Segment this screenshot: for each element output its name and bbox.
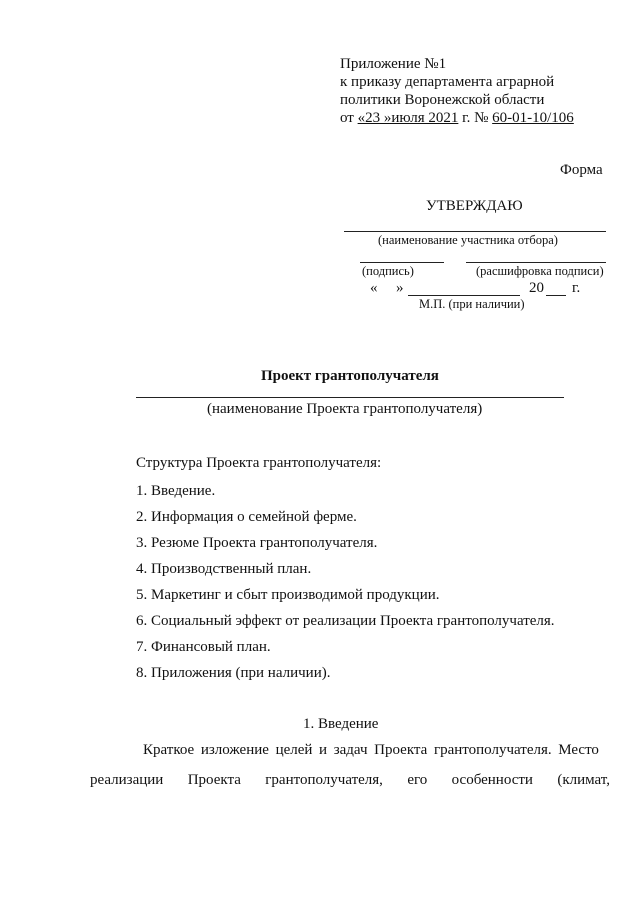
intro-word: Краткое (143, 742, 195, 758)
intro-word: Место (558, 742, 599, 758)
participant-name-line (344, 231, 606, 232)
appendix-from-label: от (340, 110, 358, 126)
structure-item: 8. Приложения (при наличии). (136, 665, 331, 681)
structure-item: 2. Информация о семейной ферме. (136, 509, 357, 525)
intro-word: и (319, 742, 328, 758)
date-year-suffix: г. (572, 280, 581, 296)
date-year-line (546, 295, 566, 296)
signature-line (360, 262, 444, 263)
approval-title: УТВЕРЖДАЮ (426, 198, 523, 214)
project-title: Проект грантополучателя (261, 368, 439, 384)
appendix-line-2: к приказу департамента аграрной (340, 74, 555, 90)
signature-caption: (подпись) (362, 264, 414, 278)
intro-word: задач (333, 742, 368, 758)
structure-item: 4. Производственный план. (136, 561, 312, 577)
structure-item: 5. Маркетинг и сбыт производимой продукции. (136, 587, 440, 603)
intro-word: грантополучателя, (265, 772, 383, 788)
structure-item: 1. Введение. (136, 483, 216, 499)
form-label: Форма (560, 162, 603, 178)
intro-word: Проекта (374, 742, 428, 758)
stamp-caption: М.П. (при наличии) (419, 297, 525, 311)
project-name-line (136, 397, 564, 398)
intro-word: Проекта (187, 772, 241, 788)
structure-item: 6. Социальный эффект от реализации Проекта грантополучателя. (136, 613, 555, 629)
intro-word: изложение (200, 742, 269, 758)
date-quote-open: « (370, 280, 378, 296)
intro-heading: 1. Введение (303, 716, 379, 732)
date-quote-close: » (396, 280, 404, 296)
appendix-order-date: «23 »июля 2021 (357, 110, 459, 126)
project-name-caption: (наименование Проекта грантополучателя) (207, 401, 483, 417)
appendix-line-1: Приложение №1 (340, 56, 447, 72)
signature-decode-line (466, 262, 606, 263)
intro-paragraph-line-1 (143, 741, 599, 760)
intro-paragraph-line-2 (90, 771, 610, 790)
appendix-number-label: г. № (458, 110, 493, 126)
structure-item: 7. Финансовый план. (136, 639, 271, 655)
appendix-line-4 (340, 109, 574, 128)
structure-heading: Структура Проекта грантополучателя: (136, 455, 382, 471)
intro-word: особенности (451, 772, 533, 788)
intro-word: реализации (90, 772, 164, 788)
intro-word: его (407, 772, 428, 788)
appendix-order-number: 60-01-10/106 (492, 110, 574, 126)
participant-caption: (наименование участника отбора) (378, 233, 558, 247)
intro-word: грантополучателя. (433, 742, 552, 758)
appendix-line-3: политики Воронежской области (340, 92, 545, 108)
intro-word: (климат, (557, 772, 610, 788)
date-month-line (408, 295, 520, 296)
structure-item: 3. Резюме Проекта грантополучателя. (136, 535, 378, 551)
date-year: 20 (529, 280, 544, 296)
signature-decode-caption: (расшифровка подписи) (476, 264, 604, 278)
intro-word: целей (275, 742, 313, 758)
